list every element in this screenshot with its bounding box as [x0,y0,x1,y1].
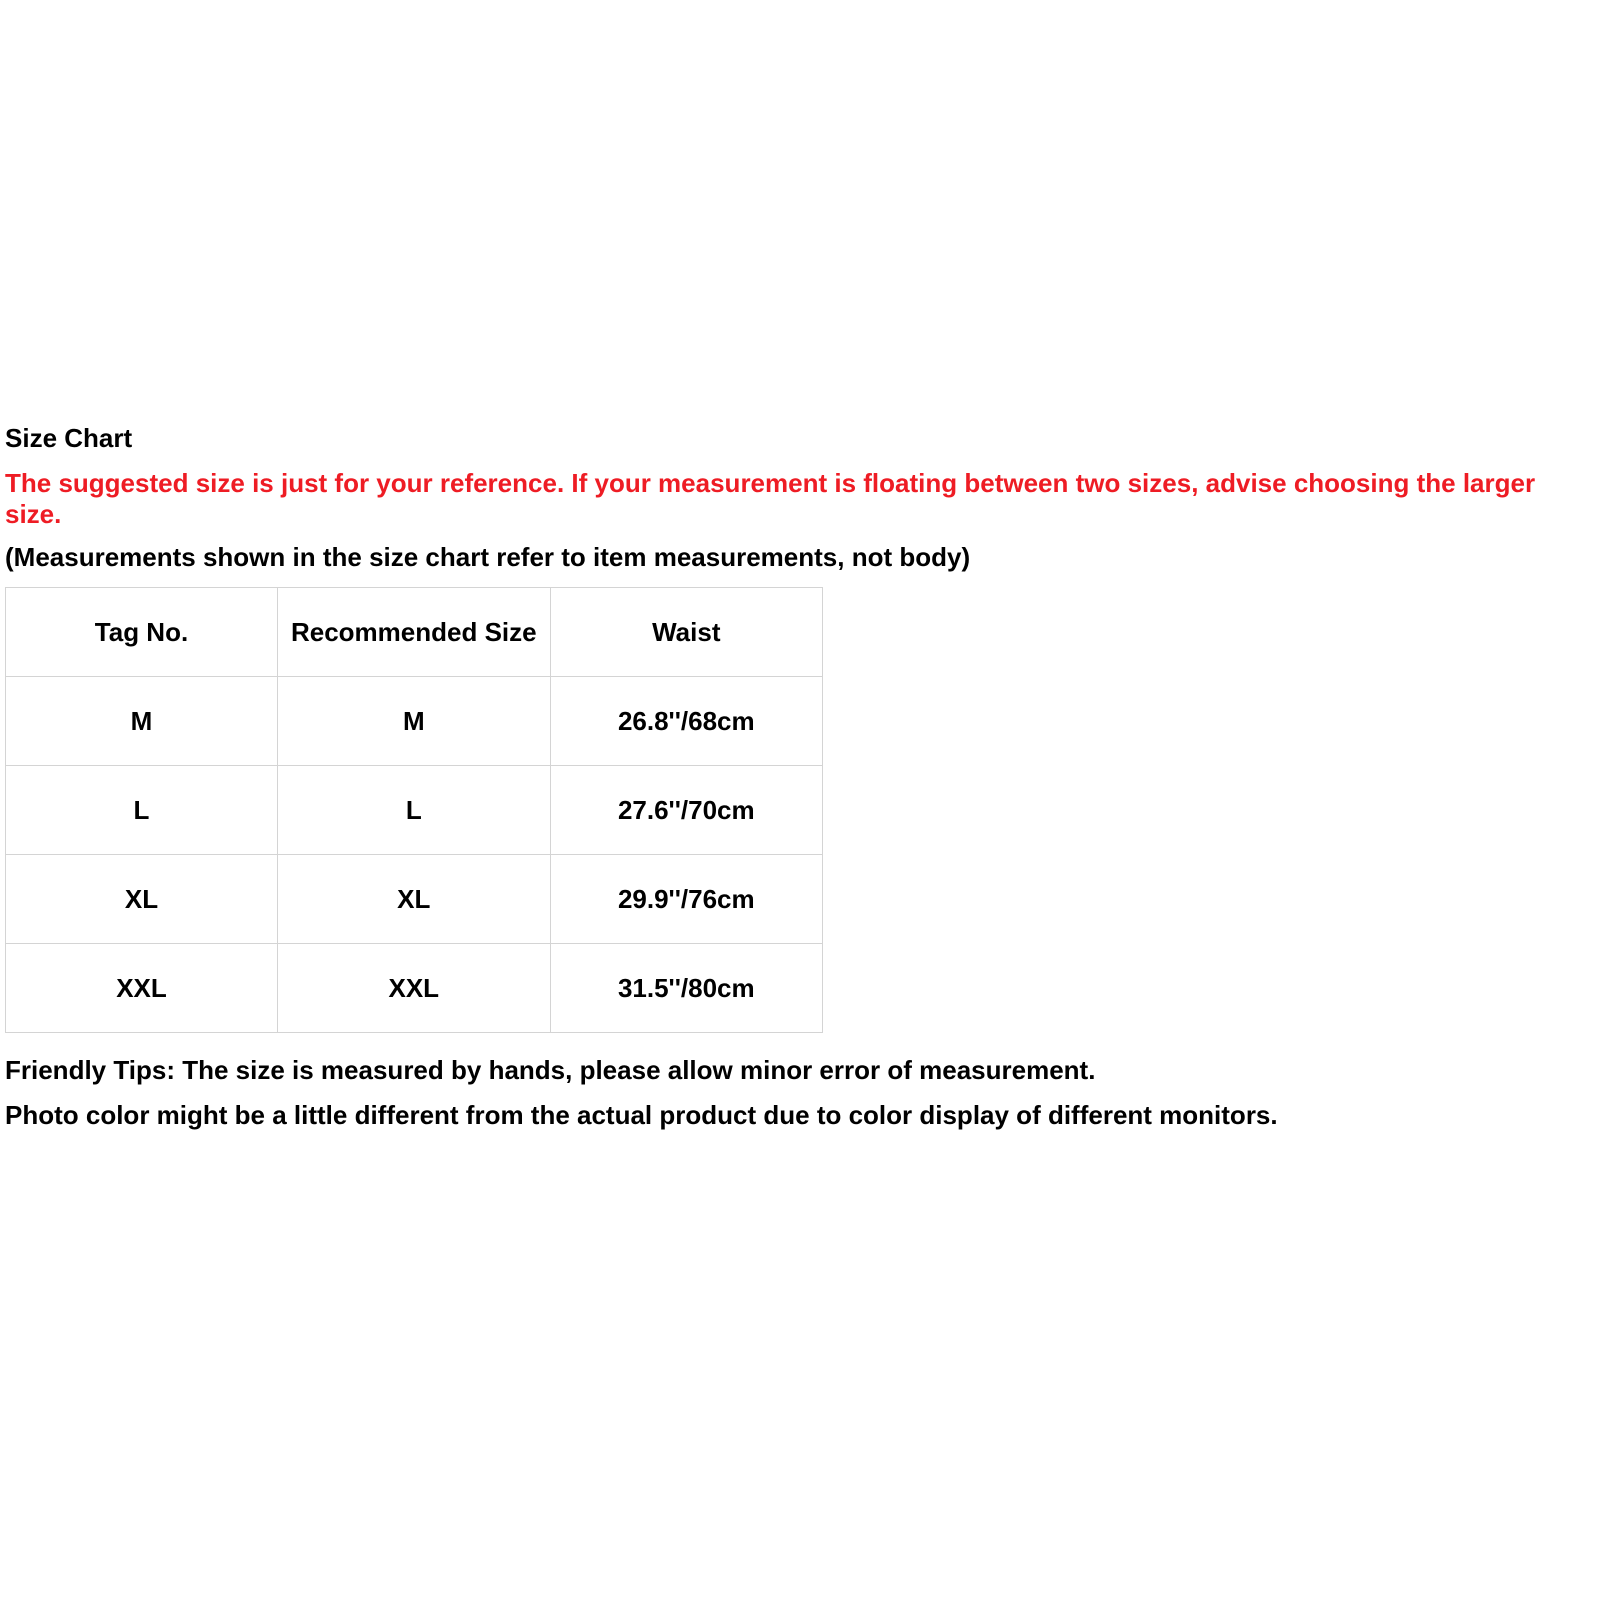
size-chart-document [5,423,1600,1131]
size-warning-line-2: size. [5,499,62,529]
cell-recommended-size: XXL [277,944,550,1033]
cell-recommended-size: L [277,766,550,855]
table-row [6,677,823,766]
header-tag-no: Tag No. [6,588,278,677]
friendly-tip: Friendly Tips: The size is measured by hands, please allow minor error of measurement. [5,1055,1096,1085]
cell-tag-no: M [6,677,278,766]
page-title: Size Chart [5,423,133,453]
cell-waist: 26.8''/68cm [550,677,822,766]
table-row [6,944,823,1033]
cell-tag-no: XL [6,855,278,944]
table-header-row [6,588,823,677]
size-table [5,587,823,1033]
cell-waist: 29.9''/76cm [550,855,822,944]
measurement-note: (Measurements shown in the size chart refer to item measurements, not body) [5,542,971,572]
table-row [6,855,823,944]
size-warning [5,468,1600,530]
cell-waist: 31.5''/80cm [550,944,822,1033]
cell-tag-no: XXL [6,944,278,1033]
cell-recommended-size: XL [277,855,550,944]
cell-waist: 27.6''/70cm [550,766,822,855]
cell-recommended-size: M [277,677,550,766]
size-warning-line-1: The suggested size is just for your reference. If your measurement is floating between two sizes, advise choosing the larger [5,468,1536,498]
color-disclaimer: Photo color might be a little different from the actual product due to color display of different monitors. [5,1100,1278,1130]
table-row [6,766,823,855]
header-recommended-size: Recommended Size [277,588,550,677]
cell-tag-no: L [6,766,278,855]
header-waist: Waist [550,588,822,677]
